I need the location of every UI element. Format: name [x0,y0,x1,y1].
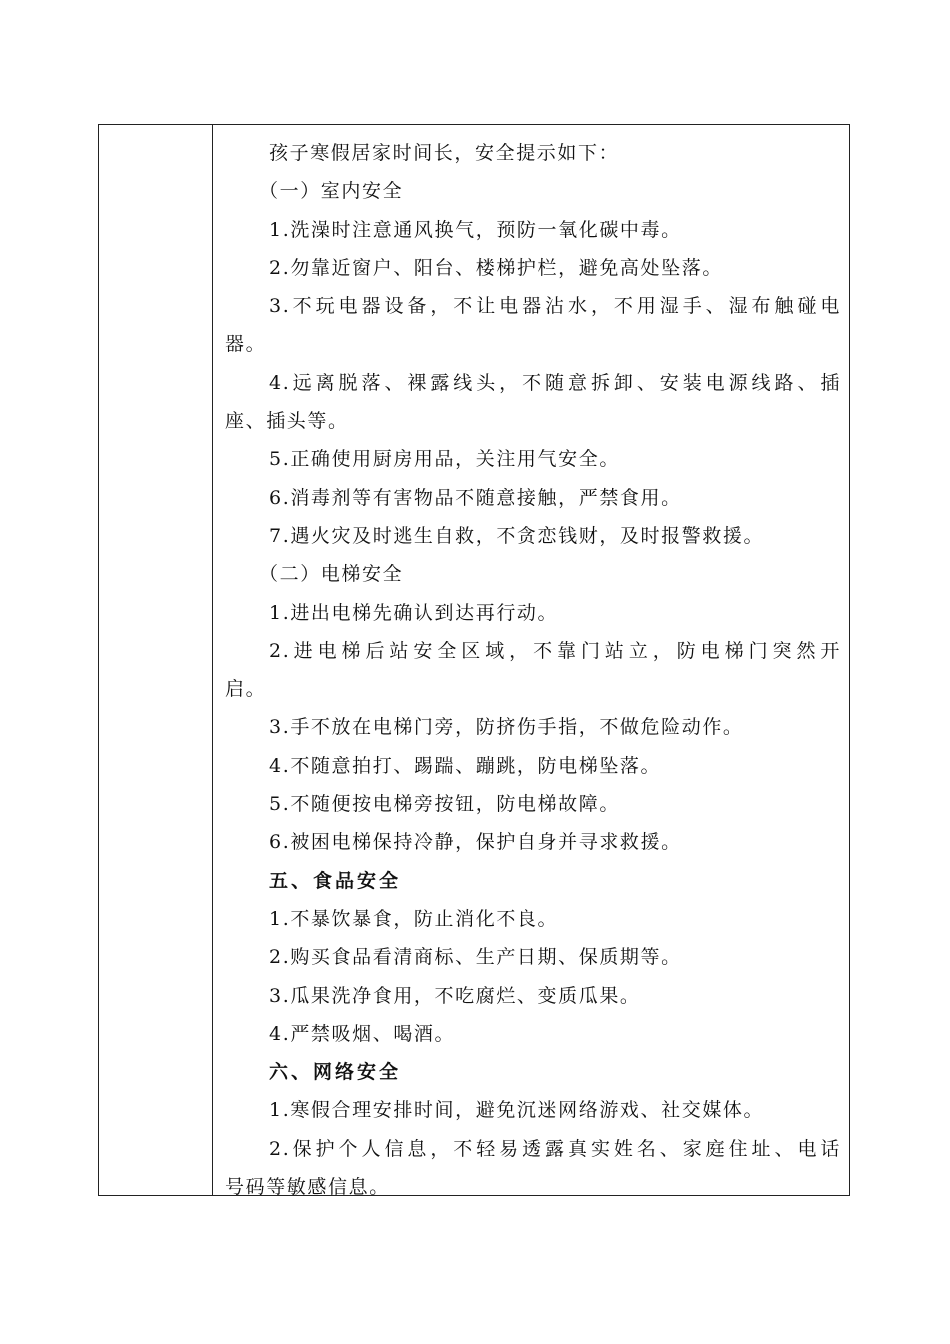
subsection-heading-elevator: （二）电梯安全 [259,563,404,586]
list-item: 5.正确使用厨房用品，关注用气安全。 [269,448,620,471]
section-heading-network: 六、网络安全 [269,1061,402,1084]
list-item: 1.洗澡时注意通风换气，预防一氧化碳中毒。 [269,218,682,241]
list-item: 2.保护个人信息，不轻易透露真实姓名、家庭住址、电话 [269,1137,841,1160]
list-item-continuation: 座、插头等。 [225,410,349,433]
list-item: 6.消毒剂等有害物品不随意接触，严禁食用。 [269,486,682,509]
list-item: 3.瓜果洗净食用，不吃腐烂、变质瓜果。 [269,984,641,1007]
content-table [98,124,850,1196]
list-item: 3.不玩电器设备，不让电器沾水，不用湿手、湿布触碰电 [269,295,841,318]
list-item: 7.遇火灾及时逃生自救，不贪恋钱财，及时报警救援。 [269,524,765,547]
subsection-heading-indoor: （一）室内安全 [259,180,404,203]
list-item: 2.购买食品看清商标、生产日期、保质期等。 [269,946,682,969]
intro-line: 孩子寒假居家时间长，安全提示如下： [269,142,620,164]
content-column [213,125,849,1195]
list-item: 6.被困电梯保持冷静，保护自身并寻求救援。 [269,831,682,854]
list-item: 4.远离脱落、裸露线头，不随意拆卸、安装电源线路、插 [269,371,841,394]
section-heading-food: 五、食品安全 [269,869,402,892]
list-item: 1.寒假合理安排时间，避免沉迷网络游戏、社交媒体。 [269,1099,765,1122]
label-column [99,125,213,1195]
list-item: 1.不暴饮暴食，防止消化不良。 [269,907,559,930]
list-item: 4.严禁吸烟、喝酒。 [269,1022,456,1045]
list-item: 2.勿靠近窗户、阳台、楼梯护栏，避免高处坠落。 [269,256,723,279]
list-item: 4.不随意拍打、踢踹、蹦跳，防电梯坠落。 [269,754,662,777]
list-item: 3.手不放在电梯门旁，防挤伤手指，不做危险动作。 [269,716,744,739]
list-item: 5.不随便按电梯旁按钮，防电梯故障。 [269,793,620,816]
list-item-continuation: 启。 [225,678,267,701]
list-item-continuation: 号码等敏感信息。 [225,1176,390,1195]
list-item: 1.进出电梯先确认到达再行动。 [269,601,559,624]
list-item: 2.进电梯后站安全区域，不靠门站立，防电梯门突然开 [269,639,841,662]
list-item-continuation: 器。 [225,333,267,356]
